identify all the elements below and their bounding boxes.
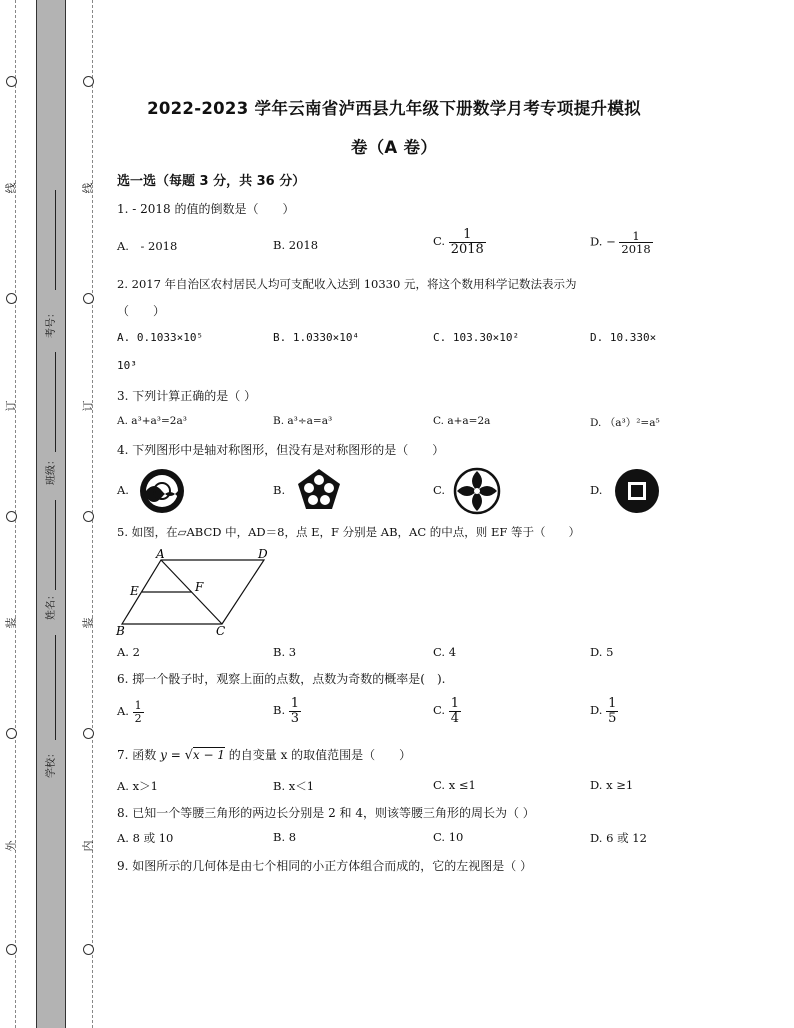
question-1-stem: 1. - 2018 的值的倒数是（ ） xyxy=(117,202,295,216)
punch-hole-icon xyxy=(6,511,17,522)
fraction-numerator: 1 xyxy=(608,696,617,711)
q6-option-a-fraction xyxy=(133,700,144,724)
question-8-stem: 8. 已知一个等腰三角形的两边长分别是 2 和 4，则该等腰三角形的周长为（ ） xyxy=(117,806,535,820)
punch-hole-icon xyxy=(6,76,17,87)
question-2-stem: 2. 2017 年自治区农村居民人均可支配收入达到 10330 元，将这个数用科学记数法表示为 xyxy=(117,277,577,291)
q4-option-c-label: C. xyxy=(433,483,446,497)
question-3-stem: 3. 下列计算正确的是（ ） xyxy=(117,389,257,403)
yin-yang-wave-icon xyxy=(138,467,186,515)
q1-option-d xyxy=(590,230,653,255)
fraction-denominator: 2018 xyxy=(450,241,484,257)
q3-option-c: C. a+a=2a xyxy=(433,415,491,427)
q1-option-c xyxy=(433,228,486,256)
q6-option-c xyxy=(433,697,461,725)
q7-stem-suffix: 的自变量 x 的取值范围是（ ） xyxy=(224,748,412,762)
parallelogram-diagram xyxy=(114,546,274,638)
q2-option-d: D. 10.330× xyxy=(590,331,657,344)
punch-hole-icon xyxy=(83,293,94,304)
q5-option-a: A. 2 xyxy=(117,645,140,659)
q7-stem-prefix: 7. 函数 xyxy=(117,748,161,762)
q1-option-c-fraction xyxy=(449,228,486,256)
q6-option-a xyxy=(117,700,144,724)
paper-title-line1: 2022-2023 学年云南省泸西县九年级下册数学月考专项提升模拟 xyxy=(147,99,641,118)
name-line[interactable] xyxy=(55,500,56,590)
punch-hole-icon xyxy=(6,728,17,739)
q6-option-d-label: D. xyxy=(590,703,603,718)
field-label-school: 学校： xyxy=(46,748,57,778)
fraction-numerator: 1 xyxy=(632,229,640,243)
q6-option-b-fraction xyxy=(289,697,301,725)
q7-radicand: x − 1 xyxy=(192,748,225,762)
q6-option-b xyxy=(273,697,301,725)
q3-option-a: A. a³+a³=2a³ xyxy=(117,415,187,427)
q8-option-c: C. 10 xyxy=(433,830,464,844)
seal-char: 订 xyxy=(81,400,95,412)
seal-char: 订 xyxy=(4,400,18,412)
paper-title-line2: 卷（A 卷） xyxy=(350,138,438,157)
q6-option-c-fraction xyxy=(449,697,461,725)
gray-binding-strip xyxy=(36,0,66,1028)
punch-hole-icon xyxy=(6,944,17,955)
question-2-stem-cont: （ ） xyxy=(117,304,166,318)
question-6-stem: 6. 掷一个骰子时，观察上面的点数，点数为奇数的概率是( ). xyxy=(117,672,446,686)
fraction-denominator: 5 xyxy=(608,710,617,726)
q1-option-d-label: D. − xyxy=(590,234,616,249)
punch-hole-icon xyxy=(83,511,94,522)
vertex-label-f: F xyxy=(195,580,204,594)
q7-option-a: A. x＞1 xyxy=(117,779,158,793)
seal-char: 装 xyxy=(4,617,18,629)
q3-option-d: D. （a³）²=a⁵ xyxy=(590,417,660,429)
seal-char: 线 xyxy=(4,182,18,194)
seal-char: 外 xyxy=(4,840,18,852)
q1-option-d-fraction xyxy=(619,230,652,255)
fraction-numerator: 1 xyxy=(450,696,459,711)
q5-option-d: D. 5 xyxy=(590,645,614,659)
q8-option-d: D. 6 或 12 xyxy=(590,831,647,845)
q7-option-b: B. x＜1 xyxy=(273,779,315,793)
question-7-stem xyxy=(117,746,411,763)
q7-option-d: D. x ≥1 xyxy=(590,778,634,792)
fraction-denominator: 4 xyxy=(450,710,459,726)
vertex-label-a: A xyxy=(156,547,165,561)
q2-option-a: A. 0.1033×10⁵ xyxy=(117,331,204,344)
vertex-label-e: E xyxy=(130,584,139,598)
q3-option-b: B. a³÷a=a³ xyxy=(273,415,333,427)
punch-hole-icon xyxy=(6,293,17,304)
question-9-stem: 9. 如图所示的几何体是由七个相同的小正方体组合而成的，它的左视图是（ ） xyxy=(117,859,533,873)
q4-option-b-label: B. xyxy=(273,483,286,497)
q6-option-a-label: A. xyxy=(117,704,129,719)
punch-hole-icon xyxy=(83,944,94,955)
fraction-numerator: 1 xyxy=(290,696,300,711)
q1-option-a: A. - 2018 xyxy=(117,239,178,253)
exam-number-line[interactable] xyxy=(55,190,56,290)
sqrt-icon: √ xyxy=(184,748,193,763)
question-4-stem: 4. 下列图形中是轴对称图形，但没有是对称图形的是（ ） xyxy=(117,443,445,457)
pentagon-flower-icon xyxy=(296,467,342,513)
field-label-name: 姓名： xyxy=(46,590,57,620)
q7-equals: = xyxy=(166,748,185,762)
field-label-exam-number: 考号： xyxy=(46,308,57,338)
fraction-denominator: 2018 xyxy=(621,242,651,257)
q2-option-d-cont: 10³ xyxy=(117,359,137,372)
q7-option-c: C. x ≤1 xyxy=(433,778,476,792)
q2-option-c: C. 103.30×10² xyxy=(433,331,520,344)
vertex-label-b: B xyxy=(116,624,125,638)
question-5-stem: 5. 如图，在▱ABCD 中，AD＝8，点 E，F 分别是 AB，AC 的中点，则 EF 等于（ ） xyxy=(117,525,580,539)
school-line[interactable] xyxy=(55,635,56,740)
q6-option-b-label: B. xyxy=(273,703,286,718)
seal-char: 内 xyxy=(81,840,95,852)
q6-option-d xyxy=(590,697,618,725)
q7-var-y: y xyxy=(160,748,167,762)
coin-square-hole-icon xyxy=(613,467,661,515)
binding-margin xyxy=(0,0,100,1028)
q4-option-d-label: D. xyxy=(590,483,603,497)
q5-option-b: B. 3 xyxy=(273,645,297,659)
q5-option-c: C. 4 xyxy=(433,645,457,659)
fraction-numerator: 1 xyxy=(463,227,472,242)
vertex-label-d: D xyxy=(258,547,268,561)
q1-option-b: B. 2018 xyxy=(273,238,319,252)
q8-option-b: B. 8 xyxy=(273,830,297,844)
punch-hole-icon xyxy=(83,728,94,739)
q1-option-c-label: C. xyxy=(433,234,446,249)
q8-option-a: A. 8 或 10 xyxy=(117,831,174,845)
seal-char: 装 xyxy=(81,617,95,629)
q4-option-a-label: A. xyxy=(117,483,129,497)
fraction-numerator: 1 xyxy=(134,699,142,712)
seal-char: 线 xyxy=(81,182,95,194)
fraction-denominator: 2 xyxy=(134,711,142,725)
fraction-denominator: 3 xyxy=(290,710,300,726)
section-heading: 选一选（每题 3 分，共 36 分） xyxy=(117,174,306,189)
class-line[interactable] xyxy=(55,352,56,452)
vertex-label-c: C xyxy=(216,624,226,638)
punch-hole-icon xyxy=(83,76,94,87)
q6-option-d-fraction xyxy=(606,697,618,725)
q6-option-c-label: C. xyxy=(433,703,446,718)
field-label-class: 班级： xyxy=(46,455,57,485)
q2-option-b: B. 1.0330×10⁴ xyxy=(273,331,360,344)
four-petal-circle-icon xyxy=(453,467,501,515)
